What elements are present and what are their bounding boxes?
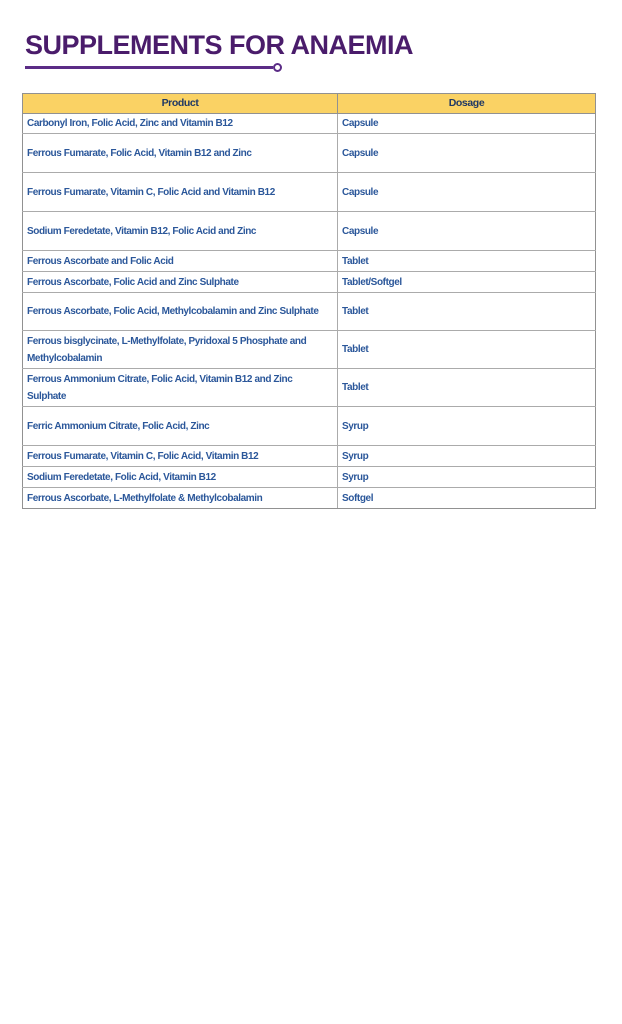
dosage-cell: Capsule bbox=[338, 114, 596, 134]
table-row bbox=[23, 467, 596, 488]
dosage-cell: Tablet bbox=[338, 293, 596, 331]
table-row bbox=[23, 446, 596, 467]
dosage-cell: Syrup bbox=[338, 407, 596, 446]
dosage-cell: Syrup bbox=[338, 446, 596, 467]
dosage-cell: Tablet bbox=[338, 251, 596, 272]
dosage-cell: Capsule bbox=[338, 134, 596, 173]
table-row bbox=[23, 251, 596, 272]
dosage-cell: Syrup bbox=[338, 467, 596, 488]
product-cell: Ferrous bisglycinate, L-Methylfolate, Pyridoxal 5 Phosphate and Methylcobalamin bbox=[23, 331, 338, 369]
table-row bbox=[23, 114, 596, 134]
column-header-product: Product bbox=[23, 94, 338, 114]
page-title: SUPPLEMENTS FOR ANAEMIA bbox=[25, 30, 414, 60]
product-cell: Ferrous Fumarate, Vitamin C, Folic Acid and Vitamin B12 bbox=[23, 173, 338, 212]
title-underline bbox=[25, 66, 273, 69]
table-row bbox=[23, 407, 596, 446]
table-row bbox=[23, 212, 596, 251]
dosage-cell: Capsule bbox=[338, 212, 596, 251]
dosage-cell: Tablet bbox=[338, 331, 596, 369]
table-row bbox=[23, 173, 596, 212]
dosage-cell: Tablet/Softgel bbox=[338, 272, 596, 293]
column-header-dosage: Dosage bbox=[338, 94, 596, 114]
underline-end-circle-icon bbox=[273, 63, 282, 72]
dosage-cell: Softgel bbox=[338, 488, 596, 509]
supplements-table bbox=[22, 93, 596, 509]
product-cell: Carbonyl Iron, Folic Acid, Zinc and Vitamin B12 bbox=[23, 114, 338, 134]
table-header-row bbox=[23, 94, 596, 114]
product-cell: Ferrous Fumarate, Folic Acid, Vitamin B12 and Zinc bbox=[23, 134, 338, 173]
product-cell: Ferrous Ascorbate and Folic Acid bbox=[23, 251, 338, 272]
table-row bbox=[23, 272, 596, 293]
dosage-cell: Capsule bbox=[338, 173, 596, 212]
product-cell: Sodium Feredetate, Vitamin B12, Folic Acid and Zinc bbox=[23, 212, 338, 251]
table-row bbox=[23, 488, 596, 509]
table-row bbox=[23, 134, 596, 173]
product-cell: Sodium Feredetate, Folic Acid, Vitamin B12 bbox=[23, 467, 338, 488]
product-cell: Ferric Ammonium Citrate, Folic Acid, Zinc bbox=[23, 407, 338, 446]
table-row bbox=[23, 331, 596, 369]
product-cell: Ferrous Ammonium Citrate, Folic Acid, Vitamin B12 and Zinc Sulphate bbox=[23, 369, 338, 407]
product-cell: Ferrous Fumarate, Vitamin C, Folic Acid, Vitamin B12 bbox=[23, 446, 338, 467]
product-cell: Ferrous Ascorbate, L-Methylfolate & Methylcobalamin bbox=[23, 488, 338, 509]
table-row bbox=[23, 369, 596, 407]
product-cell: Ferrous Ascorbate, Folic Acid, Methylcobalamin and Zinc Sulphate bbox=[23, 293, 338, 331]
dosage-cell: Tablet bbox=[338, 369, 596, 407]
table-row bbox=[23, 293, 596, 331]
product-cell: Ferrous Ascorbate, Folic Acid and Zinc Sulphate bbox=[23, 272, 338, 293]
